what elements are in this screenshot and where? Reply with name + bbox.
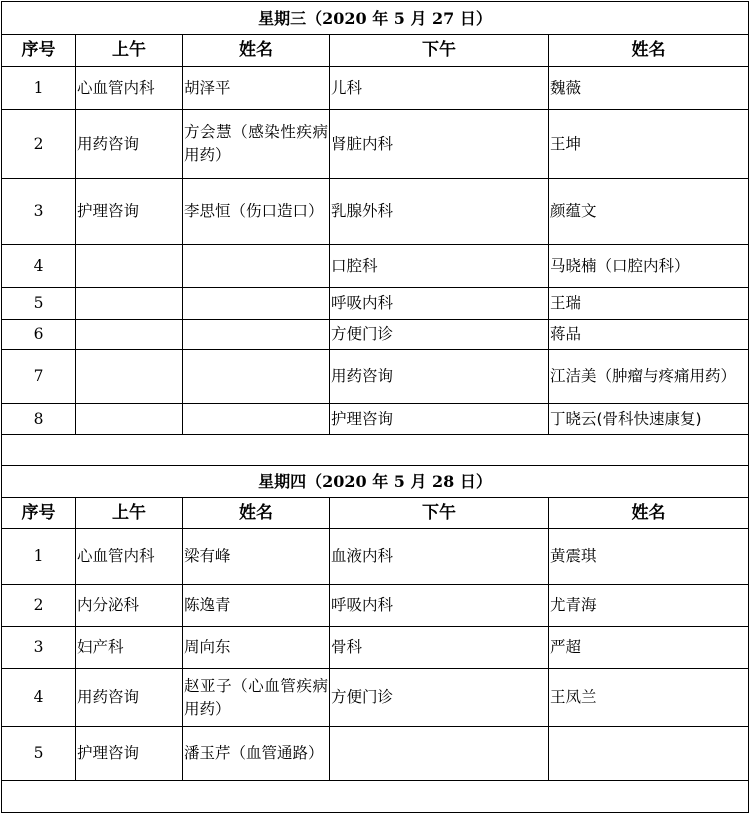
thursday-header-row — [2, 498, 749, 529]
table-row — [2, 669, 749, 727]
morning-doctor — [183, 320, 330, 350]
spacer-row — [2, 781, 749, 813]
morning-dept: 护理咨询 — [76, 179, 183, 245]
row-index: 7 — [2, 350, 76, 404]
afternoon-dept — [330, 727, 549, 781]
table-row — [2, 67, 749, 110]
thursday-title: 星期四（2020 年 5 月 28 日） — [2, 466, 749, 498]
row-index: 3 — [2, 179, 76, 245]
afternoon-doctor: 王坤 — [549, 110, 749, 179]
row-index: 1 — [2, 529, 76, 585]
afternoon-dept: 肾脏内科 — [330, 110, 549, 179]
afternoon-doctor: 严超 — [549, 627, 749, 669]
row-index: 2 — [2, 110, 76, 179]
wednesday-header-row — [2, 35, 749, 67]
morning-doctor: 梁有峰 — [183, 529, 330, 585]
afternoon-dept: 呼吸内科 — [330, 288, 549, 320]
afternoon-doctor: 尤青海 — [549, 585, 749, 627]
row-index: 2 — [2, 585, 76, 627]
morning-doctor — [183, 245, 330, 288]
header-afternoon: 下午 — [330, 498, 549, 529]
morning-doctor: 胡泽平 — [183, 67, 330, 110]
morning-doctor — [183, 288, 330, 320]
spacer-cell — [2, 781, 749, 813]
afternoon-dept: 骨科 — [330, 627, 549, 669]
morning-dept — [76, 245, 183, 288]
afternoon-dept: 血液内科 — [330, 529, 549, 585]
afternoon-doctor: 王瑞 — [549, 288, 749, 320]
morning-dept: 心血管内科 — [76, 529, 183, 585]
morning-dept: 用药咨询 — [76, 110, 183, 179]
table-row — [2, 320, 749, 350]
morning-dept — [76, 350, 183, 404]
header-morning-name: 姓名 — [183, 498, 330, 529]
row-index: 5 — [2, 727, 76, 781]
row-index: 6 — [2, 320, 76, 350]
afternoon-dept: 方便门诊 — [330, 320, 549, 350]
afternoon-doctor: 魏薇 — [549, 67, 749, 110]
table-row — [2, 350, 749, 404]
morning-doctor: 潘玉芹（血管通路） — [183, 727, 330, 781]
header-afternoon: 下午 — [330, 35, 549, 67]
header-afternoon-name: 姓名 — [549, 498, 749, 529]
afternoon-doctor: 黄震琪 — [549, 529, 749, 585]
morning-dept — [76, 404, 183, 435]
header-index: 序号 — [2, 498, 76, 529]
morning-doctor: 周向东 — [183, 627, 330, 669]
wednesday-title-row — [2, 2, 749, 35]
header-afternoon-name: 姓名 — [549, 35, 749, 67]
thursday-title-row — [2, 466, 749, 498]
afternoon-dept: 护理咨询 — [330, 404, 549, 435]
morning-doctor: 方会慧（感染性疾病用药） — [183, 110, 330, 179]
header-index: 序号 — [2, 35, 76, 67]
header-morning: 上午 — [76, 35, 183, 67]
duty-schedule-table — [1, 1, 749, 813]
table-row — [2, 245, 749, 288]
morning-dept: 护理咨询 — [76, 727, 183, 781]
afternoon-doctor: 江洁美（肿瘤与疼痛用药） — [549, 350, 749, 404]
morning-doctor: 李思恒（伤口造口） — [183, 179, 330, 245]
morning-dept — [76, 288, 183, 320]
morning-dept: 内分泌科 — [76, 585, 183, 627]
morning-doctor: 陈逸青 — [183, 585, 330, 627]
header-morning-name: 姓名 — [183, 35, 330, 67]
row-index: 4 — [2, 669, 76, 727]
spacer-cell — [2, 435, 749, 466]
morning-doctor — [183, 350, 330, 404]
afternoon-doctor: 颜蕴文 — [549, 179, 749, 245]
morning-doctor: 赵亚子（心血管疾病用药） — [183, 669, 330, 727]
afternoon-dept: 乳腺外科 — [330, 179, 549, 245]
row-index: 8 — [2, 404, 76, 435]
morning-dept: 心血管内科 — [76, 67, 183, 110]
table-row — [2, 110, 749, 179]
morning-doctor — [183, 404, 330, 435]
morning-dept: 用药咨询 — [76, 669, 183, 727]
table-row — [2, 627, 749, 669]
table-row — [2, 727, 749, 781]
table-row — [2, 585, 749, 627]
afternoon-doctor: 王凤兰 — [549, 669, 749, 727]
afternoon-doctor: 丁晓云(骨科快速康复) — [549, 404, 749, 435]
afternoon-doctor: 蒋品 — [549, 320, 749, 350]
table-row — [2, 179, 749, 245]
afternoon-doctor: 马晓楠（口腔内科） — [549, 245, 749, 288]
table-row — [2, 404, 749, 435]
afternoon-dept: 呼吸内科 — [330, 585, 549, 627]
table-row — [2, 529, 749, 585]
row-index: 1 — [2, 67, 76, 110]
afternoon-dept: 儿科 — [330, 67, 549, 110]
afternoon-dept: 方便门诊 — [330, 669, 549, 727]
row-index: 3 — [2, 627, 76, 669]
spacer-row — [2, 435, 749, 466]
wednesday-title: 星期三（2020 年 5 月 27 日） — [2, 2, 749, 35]
afternoon-dept: 口腔科 — [330, 245, 549, 288]
morning-dept — [76, 320, 183, 350]
row-index: 4 — [2, 245, 76, 288]
header-morning: 上午 — [76, 498, 183, 529]
afternoon-dept: 用药咨询 — [330, 350, 549, 404]
afternoon-doctor — [549, 727, 749, 781]
table-row — [2, 288, 749, 320]
row-index: 5 — [2, 288, 76, 320]
morning-dept: 妇产科 — [76, 627, 183, 669]
